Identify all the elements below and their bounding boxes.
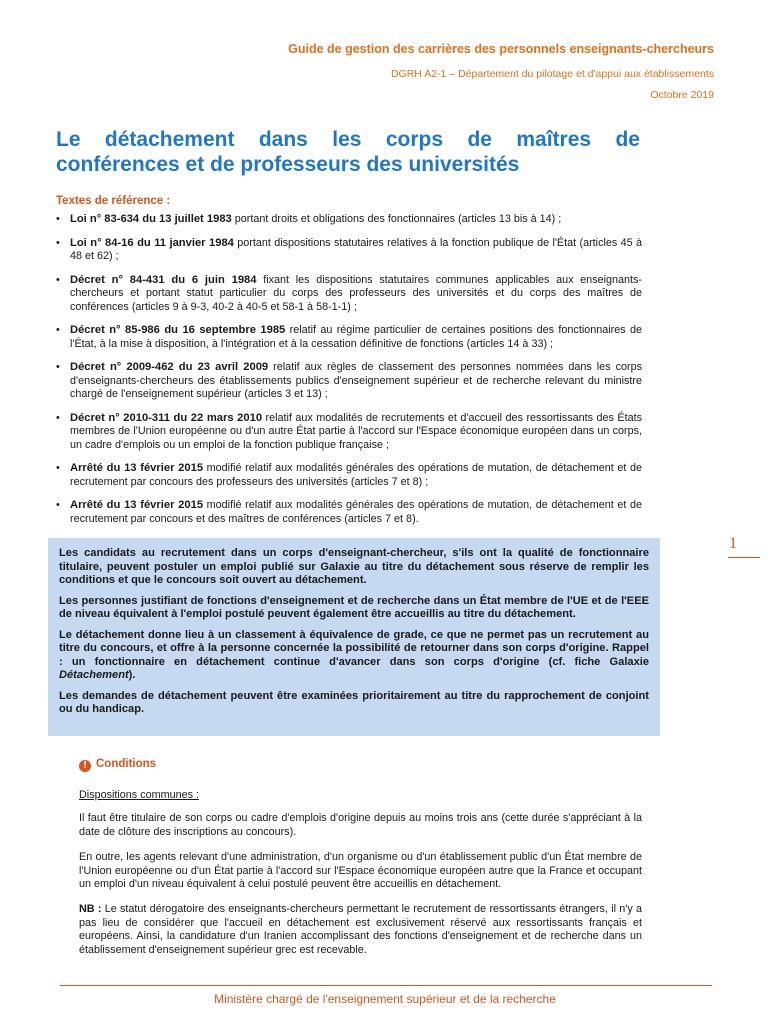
- footer-ministry: Ministère chargé de l'enseignement supérieur et de la recherche: [214, 992, 556, 1006]
- info-paragraph: Les demandes de détachement peuvent être examinées prioritairement au titre du rapprochement de conjoint ou du handicap.: [59, 689, 649, 715]
- header-guide-title: Guide de gestion des carrières des personnels enseignants-chercheurs: [288, 42, 714, 56]
- footer-divider: [60, 985, 712, 986]
- bullet-icon: •: [56, 462, 60, 474]
- conditions-subheading: Dispositions communes :: [79, 789, 200, 801]
- reference-title: Décret n° 84-431 du 6 juin 1984: [70, 273, 257, 286]
- page-number-underline: [728, 557, 760, 558]
- references-list: [56, 213, 642, 536]
- reference-title: Arrêté du 13 février 2015: [70, 499, 204, 511]
- bullet-icon: •: [56, 361, 60, 373]
- info-box: [48, 538, 660, 736]
- reference-item: [56, 499, 642, 526]
- reference-title: Décret n° 2009-462 du 23 avril 2009: [70, 361, 269, 373]
- page-number: 1: [729, 535, 737, 552]
- reference-text: fixant les dispositions statutaires communes applicables aux enseignants-chercheurs et portant statut particulier du corps des professeurs des universités et du corps des maîtres de conférences (articles 9 à 9-3, 40-2 à 40-5 et 58-1 à 58-1-1) ;: [70, 273, 643, 313]
- header-department: DGRH A2-1 – Département du pilotage et d'appui aux établissements: [390, 68, 714, 80]
- conditions-paragraph: En outre, les agents relevant d'une administration, d'un organisme ou d'un établissement public d'un État membre de l'Union européenne ou d'un État partie à l'accord sur l'Espace économique européen autre que la France et occupant un emploi d'un niveau équivalent à celui postulé peuvent être accueillis en détachement.: [79, 851, 642, 890]
- page-title-line1: Le détachement dans les corps de maîtres de: [56, 128, 640, 151]
- exclamation-circle-icon: !: [79, 760, 91, 772]
- bullet-icon: •: [56, 273, 60, 286]
- bullet-icon: •: [56, 213, 60, 225]
- info-emphasis: Détachement: [59, 669, 129, 681]
- reference-item: [56, 324, 642, 351]
- bullet-icon: •: [56, 324, 60, 336]
- reference-text: modifié relatif aux modalités générales des opérations de mutation, de détachement et de recrutement par concours des professeurs des universités (articles 7 et 8) ;: [70, 462, 642, 488]
- note-text: Le statut dérogatoire des enseignants-chercheurs permettant le recrutement de ressortissants étrangers, il n'y a pas lieu de considérer que l'accueil en détachement est exclusivement réservé aux ressortissants français et européens. Ainsi, la candidature d'un Iranien accomplissant des fonctions d'enseignement et de recherche dans un établissement d'enseignement supérieur grec est recevable.: [79, 903, 642, 956]
- info-text: Le détachement donne lieu à un classement à équivalence de grade, ce que ne permet pas un recrutement au titre du concours, et offre à la personne concernée la possibilité de retourner dans son corps d'origine. Rappel : un fonctionnaire en détachement continue d'avancer dans son corps d'origine (cf. fiche Galaxie: [59, 628, 649, 668]
- info-paragraph: [59, 629, 649, 683]
- reference-item: [56, 274, 642, 315]
- bullet-icon: •: [56, 236, 60, 249]
- reference-text: relatif aux modalités de recrutements et d'accueil des ressortissants des États membres de l'Union européenne ou d'un autre État partie à l'accord sur l'Espace économique européen dans un corps, un cadre d'emplois ou un emploi de la fonction publique française ;: [70, 411, 643, 451]
- reference-text: modifié relatif aux modalités générales des opérations de mutation, de détachement et de recrutement par concours et des maîtres de conférences (articles 7 et 8).: [70, 499, 642, 525]
- reference-text: portant droits et obligations des fonctionnaires (articles 13 bis à 14) ;: [231, 213, 562, 225]
- reference-item: [56, 462, 642, 489]
- note-label: NB :: [79, 903, 102, 915]
- reference-title: Loi n° 84-16 du 11 janvier 1984: [70, 236, 234, 249]
- references-heading: Textes de référence :: [56, 195, 171, 207]
- bullet-icon: •: [56, 411, 60, 424]
- reference-item: [56, 237, 642, 264]
- bullet-icon: •: [56, 499, 60, 511]
- reference-text: relatif au régime particulier de certaines positions des fonctionnaires de l'État, à la mise à disposition, à l'intégration et à la cessation définitive de fonctions (articles 14 à 33) ;: [70, 324, 642, 350]
- info-paragraph: Les personnes justifiant de fonctions d'enseignement et de recherche dans un État membre de l'UE et de l'EEE de niveau équivalent à l'emploi postulé peuvent également être accueillis au titre du détachement.: [59, 594, 649, 620]
- conditions-paragraph: Il faut être titulaire de son corps ou cadre d'emplois d'origine depuis au moins trois ans (cette durée s'appréciant à la date de clôture des inscriptions au concours).: [79, 812, 642, 838]
- conditions-heading-text: Conditions: [96, 758, 157, 770]
- reference-item: [56, 412, 642, 453]
- reference-item: [56, 213, 642, 227]
- info-paragraph: Les candidats au recrutement dans un corps d'enseignant-chercheur, s'ils ont la qualité de fonctionnaire titulaire, peuvent postuler un emploi publié sur Galaxie au titre du détachement sous réserve de remplir les conditions et que le concours soit ouvert au détachement.: [59, 547, 649, 586]
- reference-title: Décret n° 2010-311 du 22 mars 2010: [70, 411, 263, 424]
- reference-text: relatif aux règles de classement des personnes nommées dans les corps d'enseignants-chercheurs des établissements publics d'enseignement supérieur et de recherche relevant du ministre chargé de l'enseignement supérieur (articles 3 et 13) ;: [70, 361, 643, 400]
- reference-title: Arrêté du 13 février 2015: [70, 462, 204, 474]
- reference-item: [56, 361, 642, 402]
- page-title: [56, 127, 640, 177]
- reference-title: Loi n° 83-634 du 13 juillet 1983: [70, 213, 232, 225]
- reference-title: Décret n° 85-986 du 16 septembre 1985: [70, 324, 286, 336]
- info-text: ).: [128, 669, 136, 681]
- conditions-heading: [79, 758, 156, 772]
- reference-text: portant dispositions statutaires relatives à la fonction publique de l'État (articles 45 à 48 et 62) ;: [70, 236, 642, 262]
- page-title-line2: conférences et de professeurs des universités: [56, 153, 520, 176]
- conditions-note: [79, 903, 642, 957]
- header-date: Octobre 2019: [650, 89, 714, 101]
